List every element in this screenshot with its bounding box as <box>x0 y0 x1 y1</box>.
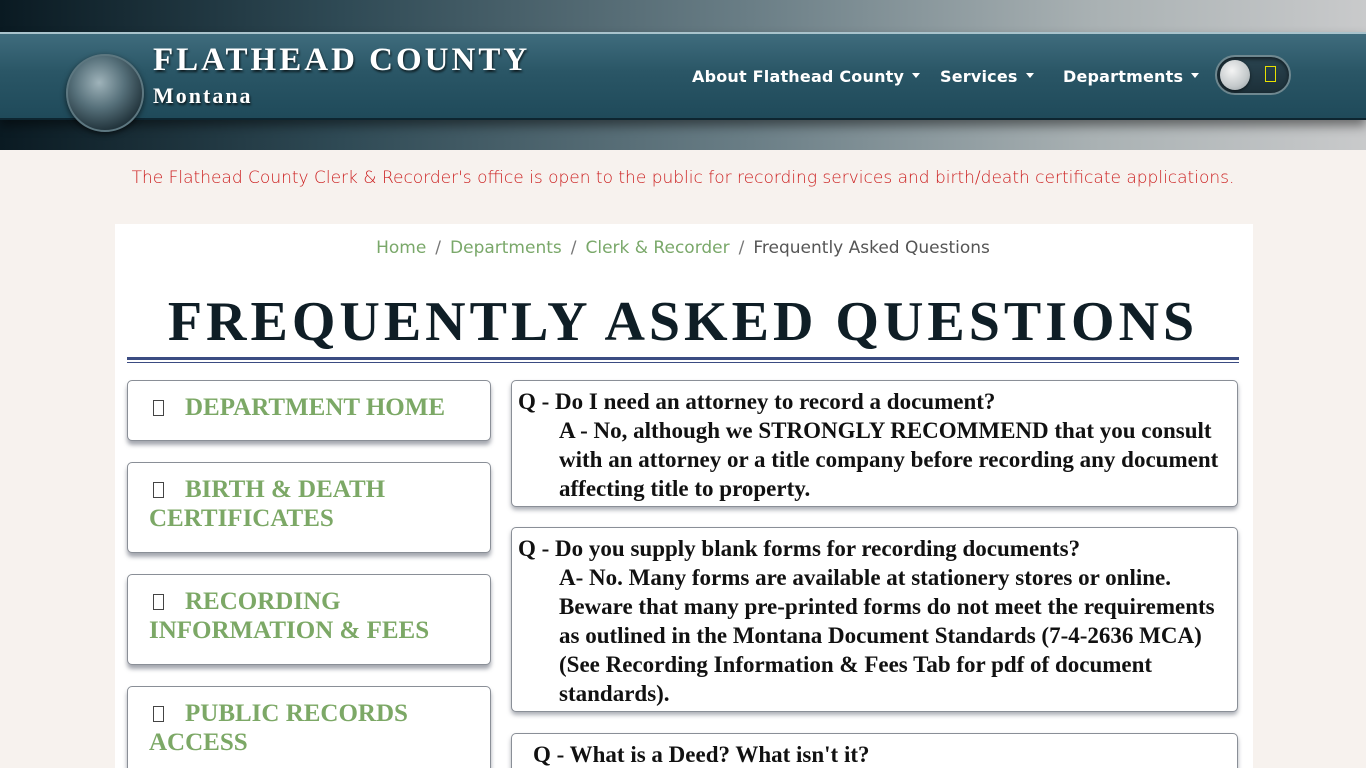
breadcrumb-separator: / <box>570 238 577 258</box>
breadcrumb <box>0 238 1366 258</box>
sidebar-item-birth-death-certificates[interactable] <box>127 462 491 553</box>
sidebar-item-label: DEPARTMENT HOME <box>185 394 446 421</box>
nav-about-label: About Flathead County <box>692 67 905 86</box>
chevron-down-icon <box>1191 73 1199 78</box>
sidebar-item-public-records-access[interactable] <box>127 686 491 768</box>
sidebar-item-label: RECORDING INFORMATION & FEES <box>149 588 430 644</box>
site-subtitle: Montana <box>153 83 253 108</box>
nav-services[interactable] <box>940 67 1034 86</box>
link-icon <box>153 400 164 416</box>
breadcrumb-current: Frequently Asked Questions <box>753 238 990 258</box>
header-band <box>0 32 1366 120</box>
site-title[interactable]: FLATHEAD COUNTY <box>153 42 531 78</box>
link-icon <box>153 482 164 498</box>
faq-item <box>511 527 1238 712</box>
nav-departments-label: Departments <box>1063 67 1184 86</box>
toggle-knob <box>1220 60 1250 90</box>
faq-item <box>511 380 1238 507</box>
faq-answer: A- No. Many forms are available at stationery stores or online. Beware that many pre-printed forms do not meet the requirements as outlined in the Montana Document Standards (7-4-2636 MCA) (See Recording Information & Fees Tab for pdf of document standards). <box>559 565 1215 706</box>
breadcrumb-home[interactable]: Home <box>376 238 427 258</box>
nav-departments[interactable] <box>1063 67 1199 86</box>
breadcrumb-separator: / <box>738 238 745 258</box>
page-title: FREQUENTLY ASKED QUESTIONS <box>167 291 1199 353</box>
faq-question: Q - Do you supply blank forms for recording documents? <box>518 536 1081 561</box>
breadcrumb-separator: / <box>435 238 442 258</box>
sidebar-item-department-home[interactable] <box>127 380 491 441</box>
breadcrumb-clerk-recorder[interactable]: Clerk & Recorder <box>585 238 730 258</box>
office-notice: The Flathead County Clerk & Recorder's office is open to the public for recording services and birth/death certificate applications. <box>131 168 1235 188</box>
theme-icon <box>1265 66 1276 82</box>
link-icon <box>153 706 164 722</box>
county-logo-icon[interactable] <box>66 54 144 132</box>
title-divider <box>127 357 1239 363</box>
nav-services-label: Services <box>940 67 1018 86</box>
faq-question: Q - What is a Deed? What isn't it? <box>533 742 870 767</box>
faq-answer: A - No, although we STRONGLY RECOMMEND that you consult with an attorney or a title company before recording any document affecting title to property. <box>559 418 1219 501</box>
faq-item <box>511 733 1238 768</box>
nav-about-flathead-county[interactable] <box>692 67 920 86</box>
sidebar-item-recording-information-fees[interactable] <box>127 574 491 665</box>
site-header <box>0 0 1366 150</box>
breadcrumb-departments[interactable]: Departments <box>450 238 562 258</box>
theme-toggle[interactable] <box>1215 55 1291 95</box>
sidebar-item-label: BIRTH & DEATH CERTIFICATES <box>149 476 386 532</box>
faq-question: Q - Do I need an attorney to record a document? <box>518 389 996 414</box>
chevron-down-icon <box>912 73 920 78</box>
chevron-down-icon <box>1026 73 1034 78</box>
link-icon <box>153 594 164 610</box>
sidebar-item-label: PUBLIC RECORDS ACCESS <box>149 700 408 756</box>
